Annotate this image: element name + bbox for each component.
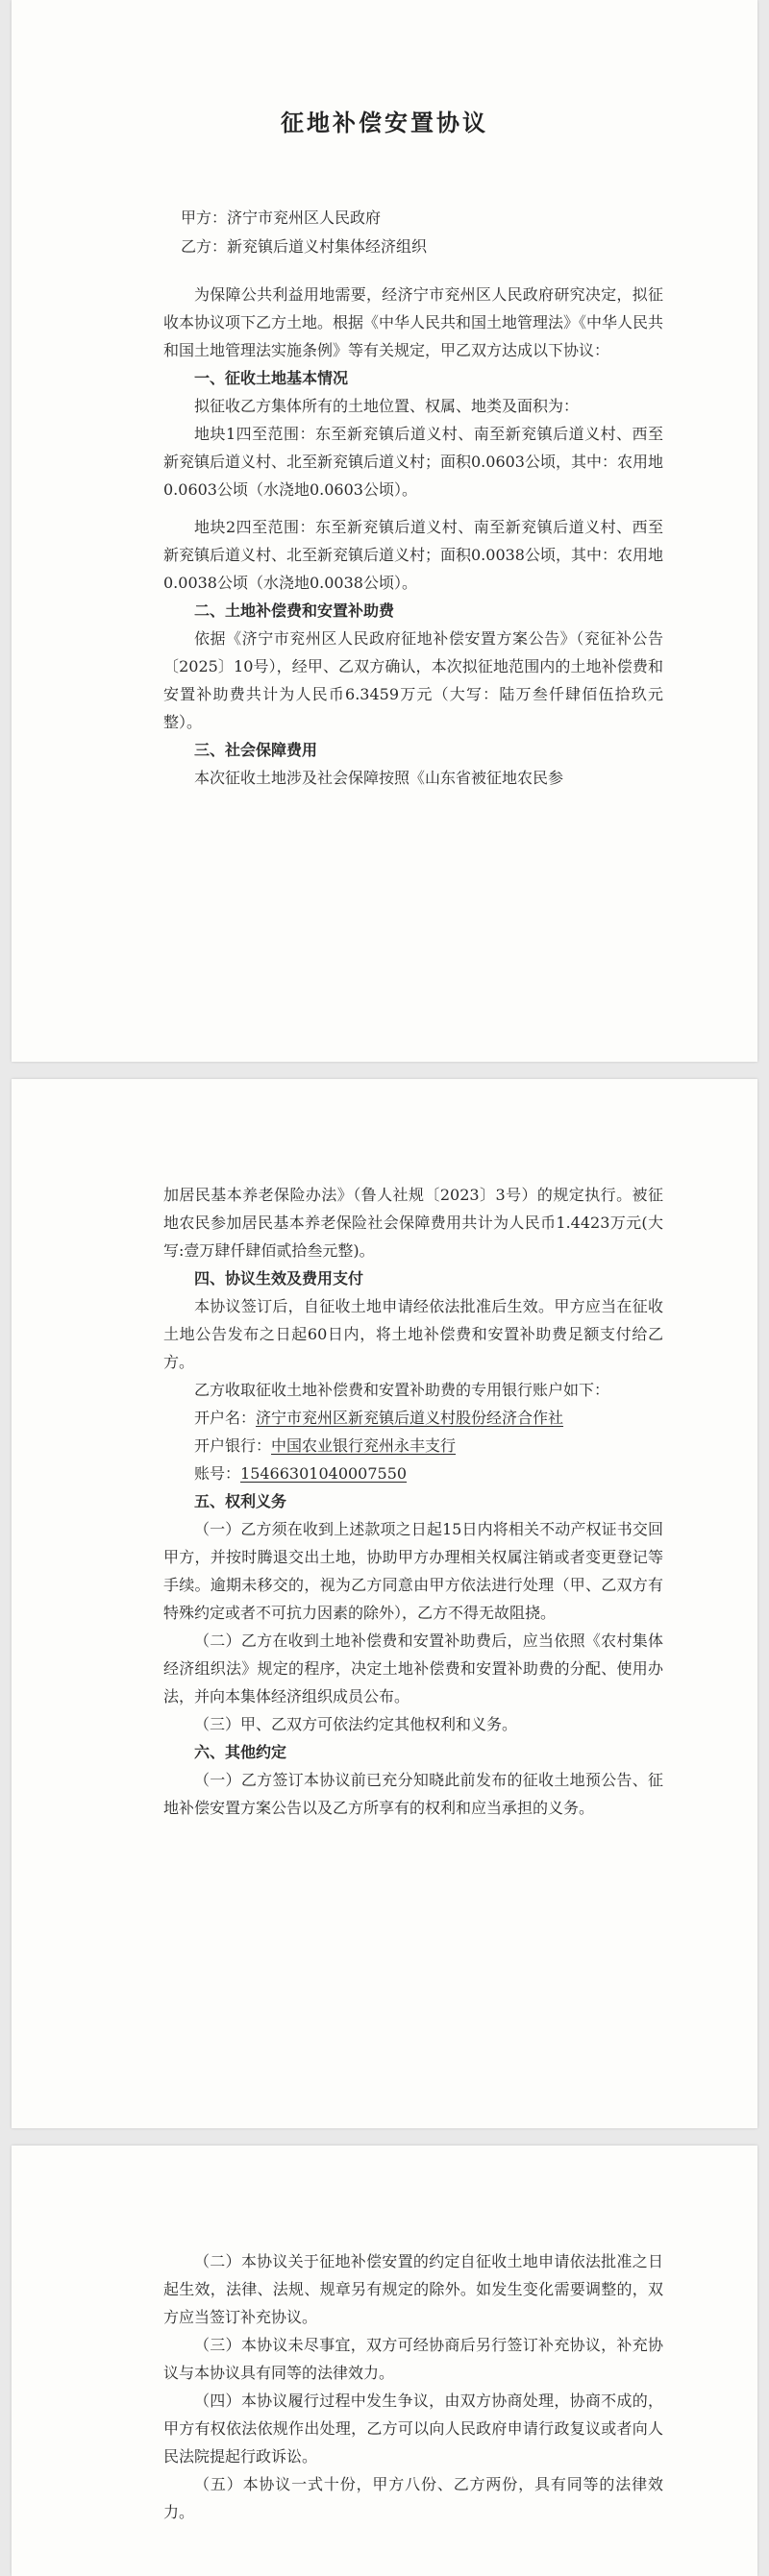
account-number-line bbox=[163, 1460, 663, 1487]
section-5-paragraph-2: （二）乙方在收到土地补偿费和安置补助费后，应当依照《农村集体经济组织法》规定的程序，决定土地补偿费和安置补助费的分配、使用办法，并向本集体经济组织成员公布。 bbox=[163, 1631, 663, 1705]
document-page-1 bbox=[12, 0, 757, 1062]
section-2-heading: 二、土地补偿费和安置补助费 bbox=[194, 601, 395, 620]
section-5-heading: 五、权利义务 bbox=[194, 1492, 287, 1510]
document-page-3 bbox=[12, 2146, 757, 2576]
document-page-2 bbox=[12, 1079, 757, 2128]
intro-paragraph: 为保障公共利益用地需要，经济宁市兖州区人民政府研究决定，拟征收本协议项下乙方土地。根据《中华人民共和国土地管理法》《中华人民共和国土地管理法实施条例》等有关规定，甲乙双方达成以下协议： bbox=[163, 285, 664, 359]
section-6-heading: 六、其他约定 bbox=[194, 1743, 287, 1761]
page-3-body bbox=[163, 2247, 663, 2526]
section-5-paragraph-3: （三）甲、乙双方可依法约定其他权利和义务。 bbox=[194, 1715, 518, 1733]
section-4-paragraph-1: 本协议签订后，自征收土地申请经依法批准后生效。甲方应当在征收土地公告发布之日起60日内，将土地补偿费和安置补助费足额支付给乙方。 bbox=[163, 1297, 663, 1371]
section-6-paragraph-2: （二）本协议关于征地补偿安置的约定自征收土地申请依法批准之日起生效，法律、法规、规章另有规定的除外。如发生变化需要调整的，双方应当签订补充协议。 bbox=[163, 2252, 663, 2326]
section-4-heading: 四、协议生效及费用支付 bbox=[194, 1269, 364, 1288]
plot-2-paragraph: 地块2四至范围：东至新兖镇后道义村、南至新兖镇后道义村、西至新兖镇后道义村、北至新兖镇后道义村；面积0.0038公顷，其中：农用地0.0038公顷（水浇地0.0038公顷）。 bbox=[163, 518, 663, 592]
bank-value: 中国农业银行兖州永丰支行 bbox=[271, 1436, 457, 1455]
bank-line bbox=[163, 1432, 663, 1460]
section-4-paragraph-2: 乙方收取征收土地补偿费和安置补助费的专用银行账户如下： bbox=[194, 1381, 610, 1399]
section-1-paragraph: 拟征收乙方集体所有的土地位置、权属、地类及面积为： bbox=[194, 397, 580, 415]
section-6-paragraph-3: （三）本协议未尽事宜，双方可经协商后另行签订补充协议，补充协议与本协议具有同等的法律效力。 bbox=[163, 2336, 663, 2382]
page-1-body bbox=[163, 204, 663, 792]
section-6-paragraph-1: （一）乙方签订本协议前已充分知晓此前发布的征收土地预公告、征地补偿安置方案公告以及乙方所享有的权利和应当承担的义务。 bbox=[163, 1771, 663, 1817]
section-5-paragraph-1: （一）乙方须在收到上述款项之日起15日内将相关不动产权证书交回甲方，并按时腾退交出土地，协助甲方办理相关权属注销或者变更登记等手续。逾期未移交的，视为乙方同意由甲方依法进行处理（甲、乙双方有特殊约定或者不可抗力因素的除外），乙方不得无故阻挠。 bbox=[163, 1520, 663, 1622]
account-number-label: 账号： bbox=[194, 1464, 241, 1483]
bank-label: 开户银行： bbox=[194, 1436, 272, 1455]
section-2-paragraph: 依据《济宁市兖州区人民政府征地补偿安置方案公告》（兖征补公告〔2025〕10号），经甲、乙双方确认，本次拟征地范围内的土地补偿费和安置补助费共计为人民币6.3459万元（大写：陆万叁仟肆佰伍拾玖元整）。 bbox=[163, 629, 663, 731]
section-6-paragraph-4: （四）本协议履行过程中发生争议，由双方协商处理，协商不成的，甲方有权依法依规作出处理，乙方可以向人民政府申请行政复议或者向人民法院提起行政诉讼。 bbox=[163, 2392, 663, 2466]
document-title: 征地补偿安置协议 bbox=[281, 109, 488, 136]
account-name-line bbox=[163, 1404, 663, 1432]
section-3-heading: 三、社会保障费用 bbox=[194, 741, 318, 759]
section-3-continuation: 加居民基本养老保险办法》（鲁人社规〔2023〕3号）的规定执行。被征地农民参加居民基本养老保险社会保障费用共计为人民币1.4423万元(大写:壹万肆仟肆佰贰拾叁元整)。 bbox=[163, 1186, 663, 1260]
plot-1-paragraph: 地块1四至范围：东至新兖镇后道义村、南至新兖镇后道义村、西至新兖镇后道义村、北至新兖镇后道义村；面积0.0603公顷，其中：农用地0.0603公顷（水浇地0.0603公顷）。 bbox=[163, 425, 663, 499]
page-2-body bbox=[163, 1181, 663, 1822]
section-6-paragraph-5: （五）本协议一式十份，甲方八份、乙方两份，具有同等的法律效力。 bbox=[163, 2475, 663, 2521]
party-b: 乙方：新兖镇后道义村集体经济组织 bbox=[181, 237, 428, 256]
section-3-paragraph: 本次征收土地涉及社会保障按照《山东省被征地农民参 bbox=[194, 769, 564, 787]
section-1-heading: 一、征收土地基本情况 bbox=[194, 369, 349, 387]
account-name-label: 开户名： bbox=[194, 1409, 257, 1427]
account-name-value: 济宁市兖州区新兖镇后道义村股份经济合作社 bbox=[256, 1409, 564, 1427]
party-a: 甲方：济宁市兖州区人民政府 bbox=[181, 209, 382, 227]
account-number-value: 15466301040007550 bbox=[240, 1464, 408, 1483]
